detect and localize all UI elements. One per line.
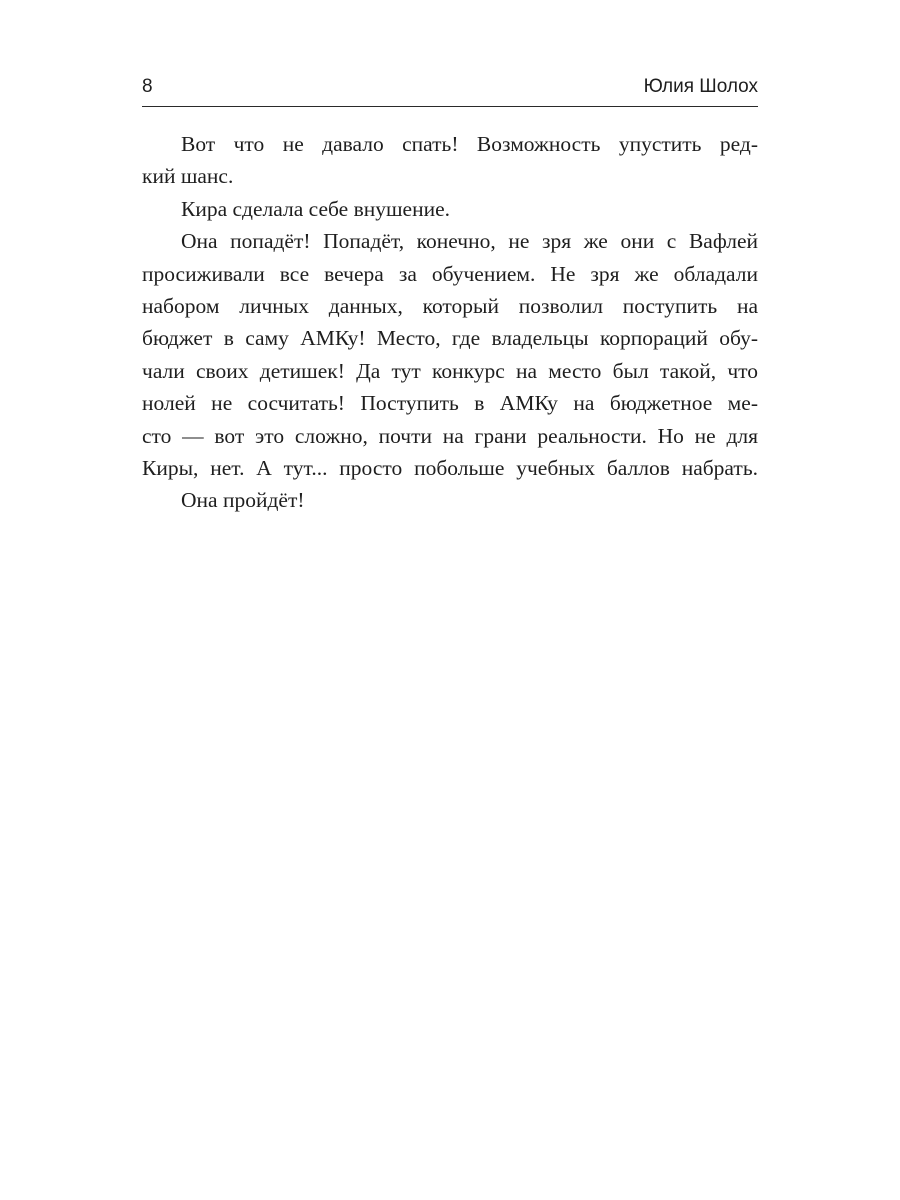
header-rule [142,106,758,107]
text-line: бюджет в саму АМКу! Место, где владельцы корпораций обу- [142,326,758,351]
text-line: набором личных данных, который позволил поступить на [142,294,758,319]
text-line: сто — вот это сложно, почти на грани реальности. Но не для [142,423,758,448]
text-line: Она пройдёт! [181,488,305,513]
text-line: нолей не сосчитать! Поступить в АМКу на бюджетное ме- [142,391,758,416]
paragraph [142,484,758,516]
text-line: Кира сделала себе внушение. [181,196,451,221]
text-line: Вот что не давало спать! Возможность упустить ред- [181,132,758,156]
page-number: 8 [142,76,153,97]
text-line: кий шанс. [142,164,234,189]
running-title: Юлия Шолох [643,76,758,97]
running-head [142,76,758,102]
paragraph [142,128,758,193]
text-line: Она попадёт! Попадёт, конечно, не зря же они с Вафлей [181,229,758,254]
text-line: чали своих детишек! Да тут конкурс на место был такой, что [142,358,758,383]
paragraph [142,225,758,484]
paragraph [142,193,758,225]
body-text [142,128,758,517]
text-line: Киры, нет. А тут... просто побольше учебных баллов набрать. [142,456,758,481]
text-line: просиживали все вечера за обучением. Не зря же обладали [142,261,758,286]
